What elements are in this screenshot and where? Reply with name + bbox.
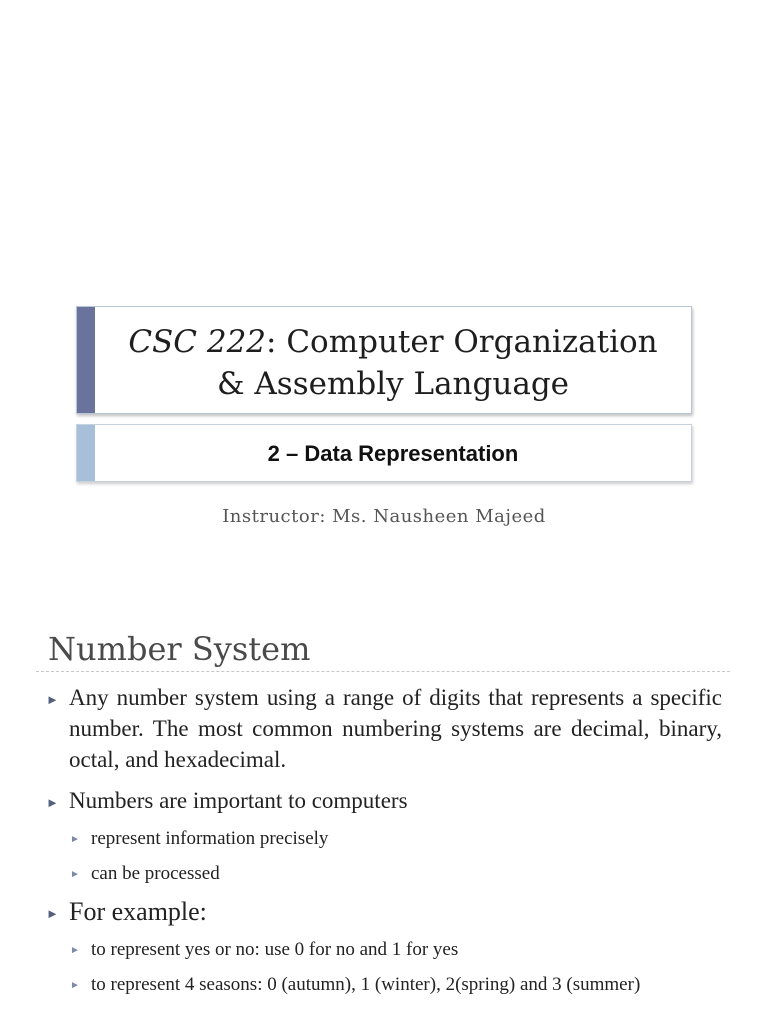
sub-bullet-text: represent information precisely [91,828,329,849]
slide-heading: Number System [48,630,311,668]
triangle-right-icon: ► [46,692,59,707]
title-accent-bar [77,307,95,413]
subtitle-accent-bar [77,425,95,481]
bullet-text: For example: [69,897,207,926]
sub-bullet-item [46,937,722,963]
bullet-text: Any number system using a range of digits that represents a specific number. The most common numbering systems are decimal, binary, octal, and hexadecimal. [69,685,722,772]
sub-bullet-item [46,972,722,998]
sub-bullet-text: to represent 4 seasons: 0 (autumn), 1 (winter), 2(spring) and 3 (summer) [91,974,641,995]
number-system-slide [0,600,768,1024]
bullet-item [46,785,722,816]
title-box [76,306,692,414]
sub-bullet-item [46,861,722,887]
bullet-text: Numbers are important to computers [69,788,408,813]
sub-bullet-item [46,826,722,852]
subtitle-box [76,424,692,482]
sub-bullet-text: can be processed [91,863,220,884]
triangle-right-icon: ► [46,795,59,810]
bullet-item [46,896,722,927]
triangle-right-icon: ► [70,980,80,991]
sub-bullet-text: to represent yes or no: use 0 for no and 1 for yes [91,939,459,960]
triangle-right-icon: ► [70,945,80,956]
title-line2: & Assembly Language [216,366,570,402]
slide-title [95,321,691,405]
bullet-item [46,682,722,775]
triangle-right-icon: ► [70,834,80,845]
triangle-right-icon: ► [70,869,80,880]
triangle-right-icon: ► [46,906,59,921]
title-line1: : Computer Organization [266,324,658,360]
slide-subtitle: 2 – Data Representation [267,441,519,466]
heading-divider [36,671,730,672]
course-code: CSC 222 [128,324,267,360]
bullet-list [46,682,722,1007]
instructor-line: Instructor: Ms. Nausheen Majeed [222,506,546,527]
